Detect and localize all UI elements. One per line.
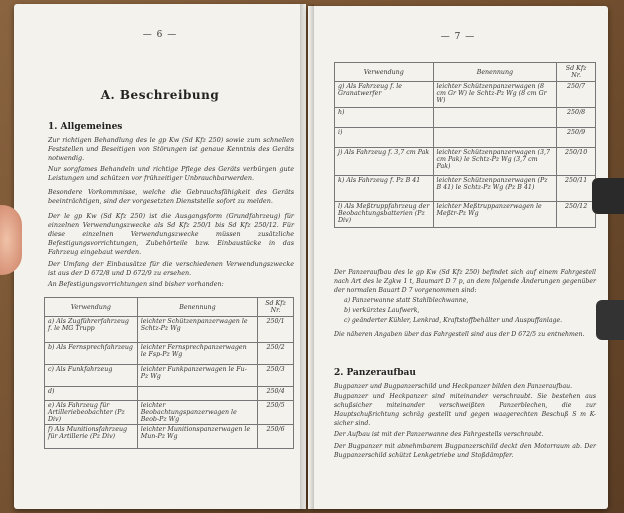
table-header-row xyxy=(45,298,294,317)
paragraph-2: Nur sorgfames Behandeln und richtige Pflege des Geräts verbürgen gute Leistungen und schützen vor frühzeitiger Unbrauchbarwerden. xyxy=(48,165,294,182)
row-number: 250/10 xyxy=(557,148,596,176)
row-name: leichter Schützenpanzerwagen le Schtz-Pz Wg xyxy=(137,317,257,343)
row-use: k) Als Fahrzeug f. Pz B 41 xyxy=(335,176,434,202)
row-number: 250/8 xyxy=(557,108,596,128)
row-number: 250/9 xyxy=(557,128,596,148)
row-use: a) Als Zugführerfahrzeug f. le MG Trupp xyxy=(45,317,138,343)
paragraph-5: Der Umfang der Einbausätze für die verschiedenen Verwendungszwecke ist aus der D 672/8 und D 672/9 zu ersehen. xyxy=(48,260,294,277)
list-item-a: a) Panzerwanne statt Stahlblechwanne, xyxy=(344,297,469,304)
row-use: g) Als Fahrzeug f. le Granatwerfer xyxy=(335,82,434,108)
row-number: 250/3 xyxy=(258,365,294,387)
table-row xyxy=(45,343,294,365)
row-name xyxy=(433,128,557,148)
paragraph-6: An Befestigungsvorrichtungen sind bisher vorhanden: xyxy=(48,280,224,288)
table-row xyxy=(335,148,596,176)
row-use: d) xyxy=(45,387,138,401)
column-header-number: Sd Kfz Nr. xyxy=(557,63,596,82)
left-usage-table xyxy=(44,297,294,449)
paragraph-aufbau-1: Bugpanzer und Bugpanzerschild und Heckpanzer bilden den Panzeraufbau. xyxy=(334,383,573,390)
paragraph-4: Der le gp Kw (Sd Kfz 250) ist die Ausgangsform (Grundfahrzeug) für einzelnen Verwendungszwecke als Sd Kfz 250/1 bis Sd Kfz 250/12. Für diese einzelnen Verwendungszwecke müssen zusätzliche Befestigungsvorrichtungen, Zubehörteile bzw. Einbaustücke in das Fahrzeug eingebaut werden. xyxy=(48,212,294,256)
row-name: leichter Fernsprechpanzerwagen le Fsp-Pz Wg xyxy=(137,343,257,365)
paragraph-3: Besondere Vorkommnisse, welche die Gebrauchsfähigkeit des Geräts beeinträchtigen, sind der vorgesetzten Dienststelle sofort zu melden. xyxy=(48,188,294,205)
table-row xyxy=(335,176,596,202)
subsection-panzeraufbau: 2. Panzeraufbau xyxy=(334,368,416,378)
column-header-name: Benennung xyxy=(433,63,557,82)
row-name: leichter Schützenpanzerwagen (8 cm Gr W) le Schtz-Pz Wg (8 cm Gr W) xyxy=(433,82,557,108)
row-use: c) Als Funkfahrzeug xyxy=(45,365,138,387)
row-number: 250/12 xyxy=(557,202,596,228)
row-name: leichter Funkpanzerwagen le Fu-Pz Wg xyxy=(137,365,257,387)
row-number: 250/7 xyxy=(557,82,596,108)
right-usage-table xyxy=(334,62,596,228)
row-number: 250/2 xyxy=(258,343,294,365)
table-row xyxy=(45,365,294,387)
row-name: leichter Schützenpanzerwagen (3,7 cm Pak) le Schtz-Pz Wg (3,7 cm Pak) xyxy=(433,148,557,176)
row-number: 250/6 xyxy=(258,425,294,449)
row-use: l) Als Meßtruppfahrzeug der Beobachtungsbatterien (Pz Div) xyxy=(335,202,434,228)
subsection-allgemeines: 1. Allgemeines xyxy=(48,122,123,132)
book-gutter xyxy=(300,4,314,509)
page-number-left: — 6 — xyxy=(142,30,178,40)
section-title: A. Beschreibung xyxy=(100,88,220,102)
list-item-b: b) verkürztes Laufwerk, xyxy=(344,307,420,314)
row-use: h) xyxy=(335,108,434,128)
paragraph-aufbau-3: Der Aufbau ist mit der Panzerwanne des Fahrgestells verschraubt. xyxy=(334,431,544,438)
row-number: 250/1 xyxy=(258,317,294,343)
paragraph-aufbau-4: Der Bugpanzer mit abnehmbarem Bugpanzerschild deckt den Motorraum ab. Der Bugpanzerschild schützt Lenkgetriebe und Stoßdämpfer. xyxy=(334,443,596,459)
paragraph-aufbau-2: Bugpanzer und Heckpanzer sind miteinander verschraubt. Sie bestehen aus schußsicher miteinander verschweißten Panzerblechen, die zur Hauptschußrichtung schräg gestellt und gegen waagerechten Beschuß S m K-sicher sind. xyxy=(334,393,596,427)
column-header-name: Benennung xyxy=(137,298,257,317)
row-use: e) Als Fahrzeug für Artilleriebeobachter (Pz Div) xyxy=(45,401,138,425)
page-clip-lower xyxy=(596,300,624,340)
thumb xyxy=(0,205,22,275)
paragraph-reference: Die näheren Angaben über das Fahrgestell sind aus der D 672/5 zu entnehmen. xyxy=(334,331,585,338)
table-row xyxy=(335,202,596,228)
row-use: i) xyxy=(335,128,434,148)
table-row xyxy=(335,128,596,148)
list-item-c: c) geänderter Kühler, Lenkrad, Kraftstoffbehälter und Auspuffanlage. xyxy=(344,317,563,324)
row-name xyxy=(433,108,557,128)
row-use: j) Als Fahrzeug f. 3,7 cm Pak xyxy=(335,148,434,176)
row-number: 250/5 xyxy=(258,401,294,425)
table-row xyxy=(335,108,596,128)
table-row xyxy=(45,425,294,449)
row-use: b) Als Fernsprechfahrzeug xyxy=(45,343,138,365)
table-row xyxy=(335,82,596,108)
column-header-use: Verwendung xyxy=(45,298,138,317)
row-number: 250/11 xyxy=(557,176,596,202)
row-number: 250/4 xyxy=(258,387,294,401)
page-number-right: — 7 — xyxy=(440,32,476,42)
table-row xyxy=(45,317,294,343)
row-name: leichter Meßtruppanzerwagen le Meßtr-Pz Wg xyxy=(433,202,557,228)
paragraph-1: Zur richtigen Behandlung des le gp Kw (Sd Kfz 250) sowie zum schnellen Feststellen und Beseitigen von Störungen ist genaue Kenntnis des Geräts notwendig. xyxy=(48,136,294,162)
page-clip xyxy=(592,178,624,214)
table-row xyxy=(45,387,294,401)
right-page xyxy=(308,6,608,509)
column-header-number: Sd Kfz Nr. xyxy=(258,298,294,317)
row-name xyxy=(137,387,257,401)
row-name: leichter Beobachtungspanzerwagen le Beob-Pz Wg xyxy=(137,401,257,425)
paragraph-fahrgestell: Der Panzeraufbau des le gp Kw (Sd Kfz 250) befindet sich auf einem Fahrgestell nach Art des le Zgkw 1 t, Baumart D 7 p, an dem folgende Änderungen gegenüber der normalen Bauart D 7 vorgenommen sind: xyxy=(334,269,596,294)
row-name: leichter Schützenpanzerwagen (Pz B 41) le Schtz-Pz Wg (Pz B 41) xyxy=(433,176,557,202)
table-row xyxy=(45,401,294,425)
row-use: f) Als Munitionsfahrzeug für Artillerie (Pz Div) xyxy=(45,425,138,449)
row-name: leichter Munitionspanzerwagen le Mun-Pz Wg xyxy=(137,425,257,449)
column-header-use: Verwendung xyxy=(335,63,434,82)
left-page xyxy=(14,4,306,509)
table-header-row xyxy=(335,63,596,82)
